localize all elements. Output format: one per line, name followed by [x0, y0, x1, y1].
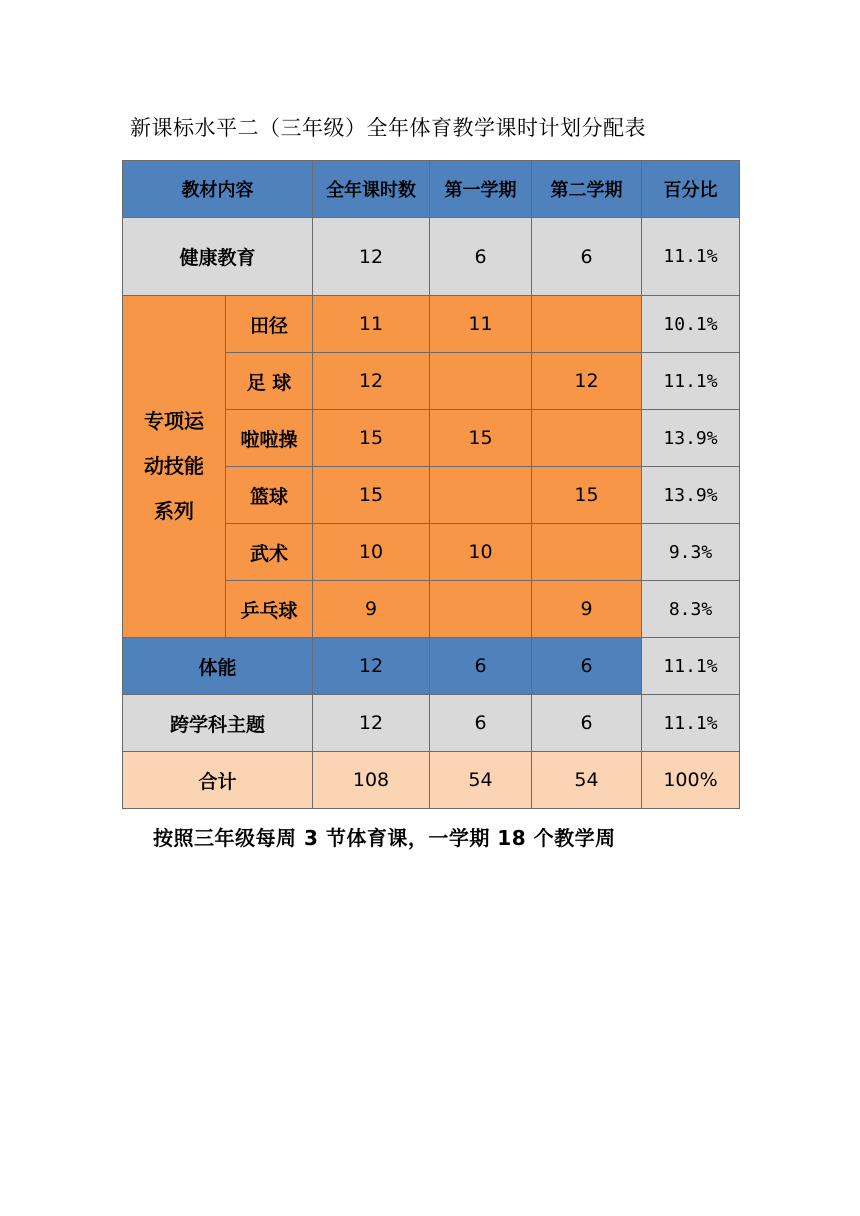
sport-total: 12: [313, 353, 430, 410]
interdisciplinary-term1: 6: [430, 695, 532, 752]
schedule-table: [122, 160, 740, 809]
table-header-row: [123, 161, 740, 218]
sport-name: 篮球: [226, 467, 313, 524]
sport-term1: 11: [430, 296, 532, 353]
special-category-cell: [123, 296, 226, 638]
table-row-health: [123, 218, 740, 296]
fitness-term1: 6: [430, 638, 532, 695]
sport-percent: 13.9%: [642, 410, 740, 467]
sport-term1: 15: [430, 410, 532, 467]
header-total-hours: 全年课时数: [313, 161, 430, 218]
special-category-line: 系列: [154, 499, 194, 523]
total-percent: 100%: [642, 752, 740, 809]
health-term1: 6: [430, 218, 532, 296]
total-term1: 54: [430, 752, 532, 809]
interdisciplinary-percent: 11.1%: [642, 695, 740, 752]
special-category-line: 动技能: [144, 454, 204, 478]
sport-total: 15: [313, 410, 430, 467]
sport-name: 乒乓球: [226, 581, 313, 638]
document-title: 新课标水平二（三年级）全年体育教学课时计划分配表: [130, 116, 646, 140]
sport-name: 田径: [226, 296, 313, 353]
health-total: 12: [313, 218, 430, 296]
sport-percent: 8.3%: [642, 581, 740, 638]
fitness-name: 体能: [123, 638, 313, 695]
total-name: 合计: [123, 752, 313, 809]
sport-name: 啦啦操: [226, 410, 313, 467]
sport-term2: [532, 296, 642, 353]
table-row-total: [123, 752, 740, 809]
sport-total: 11: [313, 296, 430, 353]
total-term2: 54: [532, 752, 642, 809]
health-name: 健康教育: [123, 218, 313, 296]
total-total: 108: [313, 752, 430, 809]
sport-total: 9: [313, 581, 430, 638]
sport-term2: 12: [532, 353, 642, 410]
sport-term1: 10: [430, 524, 532, 581]
header-term2: 第二学期: [532, 161, 642, 218]
special-category-line: 专项运: [144, 409, 204, 433]
sport-percent: 11.1%: [642, 353, 740, 410]
fitness-term2: 6: [532, 638, 642, 695]
health-percent: 11.1%: [642, 218, 740, 296]
sport-term2: 9: [532, 581, 642, 638]
footnote: 按照三年级每周 3 节体育课，一学期 18 个教学周: [153, 826, 616, 850]
sport-percent: 9.3%: [642, 524, 740, 581]
header-content: 教材内容: [123, 161, 313, 218]
sport-percent: 13.9%: [642, 467, 740, 524]
sport-term1: [430, 353, 532, 410]
fitness-total: 12: [313, 638, 430, 695]
sport-name: 武术: [226, 524, 313, 581]
sport-total: 10: [313, 524, 430, 581]
header-percent: 百分比: [642, 161, 740, 218]
interdisciplinary-term2: 6: [532, 695, 642, 752]
sport-total: 15: [313, 467, 430, 524]
sport-term1: [430, 581, 532, 638]
sport-percent: 10.1%: [642, 296, 740, 353]
sport-term2: 15: [532, 467, 642, 524]
interdisciplinary-name: 跨学科主题: [123, 695, 313, 752]
health-term2: 6: [532, 218, 642, 296]
sport-term2: [532, 524, 642, 581]
table-row-fitness: [123, 638, 740, 695]
interdisciplinary-total: 12: [313, 695, 430, 752]
fitness-percent: 11.1%: [642, 638, 740, 695]
table-row-sport: [123, 296, 740, 353]
header-term1: 第一学期: [430, 161, 532, 218]
table-row-interdisciplinary: [123, 695, 740, 752]
sport-term1: [430, 467, 532, 524]
sport-name: 足 球: [226, 353, 313, 410]
sport-term2: [532, 410, 642, 467]
